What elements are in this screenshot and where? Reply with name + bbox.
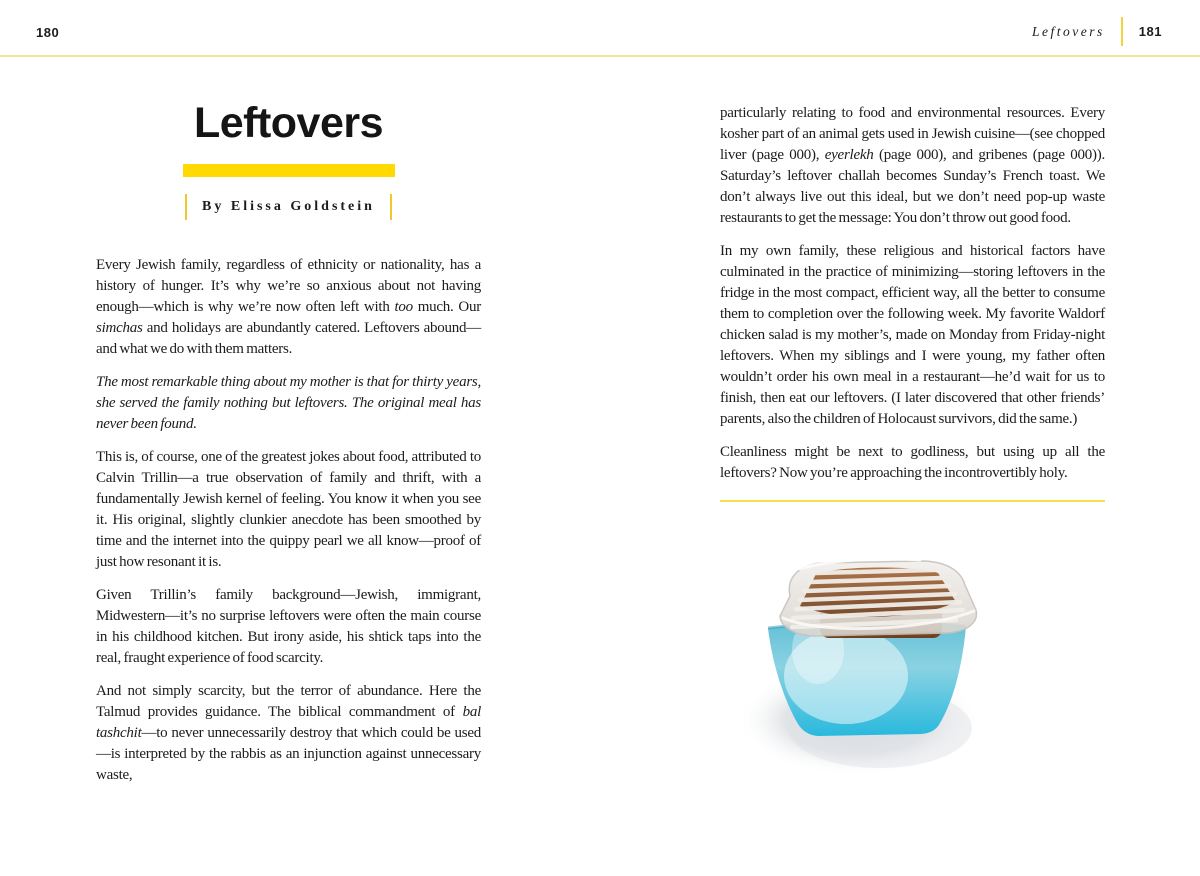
paragraph-epigraph-quote: The most remarkable thing about my mother is that for thirty years, she served the family nothing but leftovers. The original meal has never been found. [96, 374, 481, 432]
paragraph: Cleanliness might be next to godliness, but using up all the leftovers? Now you’re approaching the incontrovertibly holy. [720, 444, 1105, 481]
chapter-title: Leftovers [193, 99, 384, 147]
paragraph: particularly relating to food and environmental resources. Every kosher part of an animal gets used in Jewish cuisine—(see chopped liver (page 000), eyerlekh (page 000), and gribenes (page 000)). Saturday’s leftover challah becomes Sunday’s French toast. We don’t always live out this ideal, but we don’t need pop-up waste restaurants to get the message: You don’t throw out good food. [720, 105, 1105, 226]
paragraph: And not simply scarcity, but the terror of abundance. Here the Talmud provides guidance. The biblical commandment of bal tashchit—to never unnecessarily destroy that which could be used—is interpreted by the rabbis as an injunction against unnecessary waste, [96, 683, 481, 783]
running-title: Leftovers [1032, 23, 1105, 39]
byline: By Elissa Goldstein [185, 194, 392, 220]
left-page-column [96, 100, 481, 786]
left-page-number: 180 [36, 25, 60, 40]
paragraph: This is, of course, one of the greatest jokes about food, attributed to Calvin Trillin—a true observation of family and thrift, with a fundamentally Jewish kernel of feeling. You know it when you see it. His original, slightly clunkier anecdote has been smoothed by time and the internet into the quippy pearl we all know—proof of just how resonant it is. [96, 449, 481, 570]
right-page-column [720, 103, 1105, 790]
right-running-header [1032, 17, 1162, 46]
paragraph: Every Jewish family, regardless of ethnicity or nationality, has a history of hunger. It’s why we’re so anxious about not having enough—which is why we’re now often left with too much. Our simchas and holidays are abundantly catered. Leftovers abound—and what we do with them matters. [96, 257, 481, 357]
refrigerator-dish-photo [728, 540, 1038, 790]
right-page-body [720, 103, 1105, 484]
paragraph: In my own family, these religious and historical factors have culminated in the practice of minimizing—storing leftovers in the fridge in the most compact, efficient way, all the better to consume them to completion over the following week. My favorite Waldorf chicken salad is my mother’s, made on Monday from Friday-night leftovers. When my siblings and I were young, my father often wouldn’t order his own meal in a restaurant—he’d wait for us to finish, then eat our leftovers. (I later discovered that other friends’ parents, also the children of Holocaust survivors, did the same.) [720, 243, 1105, 427]
header-rule [0, 55, 1200, 57]
paragraph: Given Trillin’s family background—Jewish, immigrant, Midwestern—it’s no surprise leftovers were often the main course in his childhood kitchen. But irony aside, his shtick taps into the real, fraught experience of food scarcity. [96, 587, 481, 666]
left-page-body [96, 255, 481, 786]
right-page-number: 181 [1138, 24, 1162, 39]
header-divider-bar [1121, 17, 1123, 46]
title-accent-bar [183, 164, 395, 177]
section-end-rule [720, 500, 1105, 502]
